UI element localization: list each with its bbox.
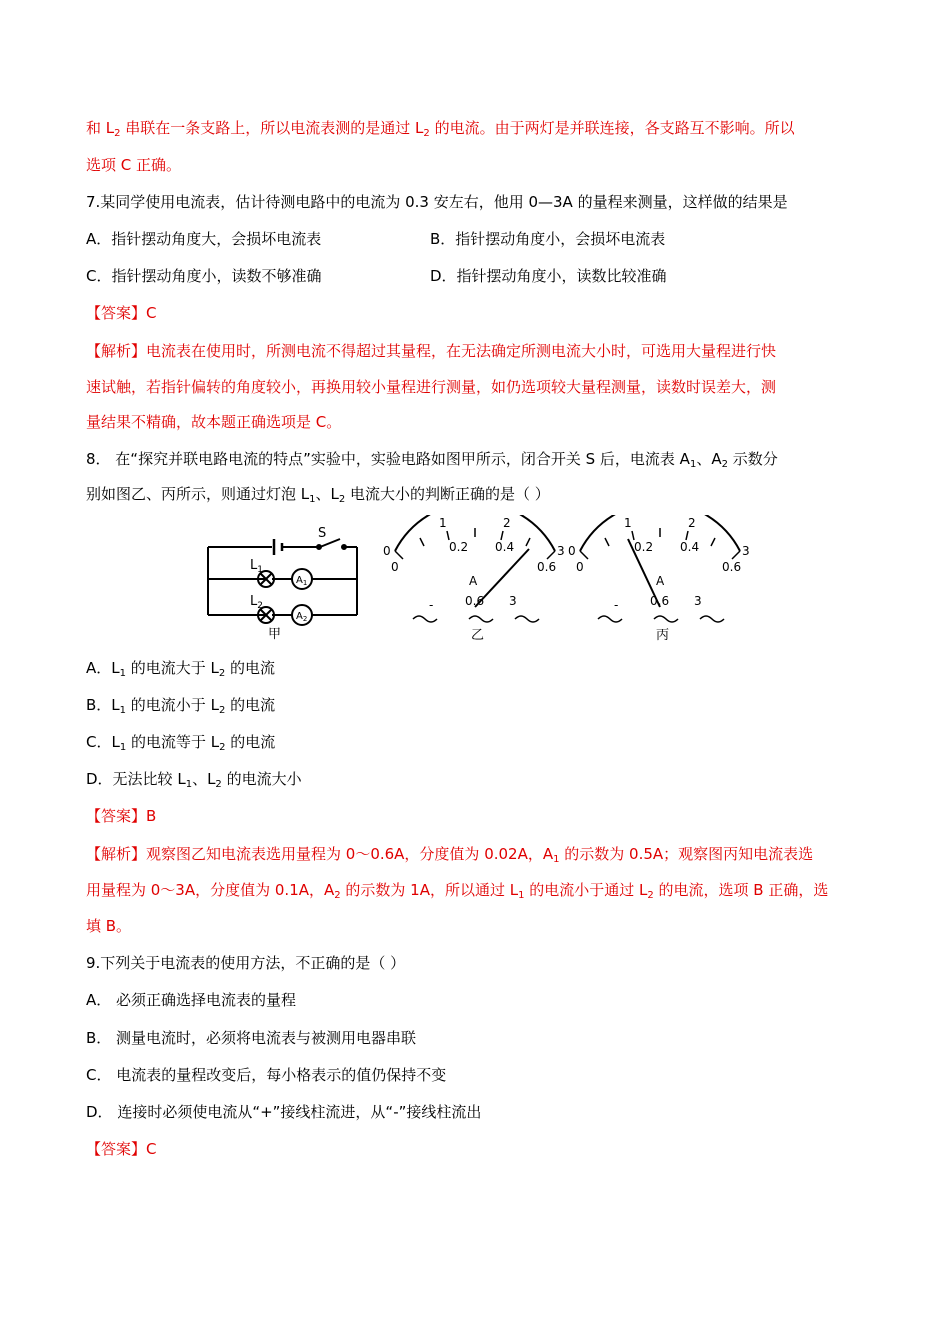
- lamp2-label: $L_2$: [250, 594, 263, 611]
- q7-options-row2: [86, 266, 866, 286]
- q9-option-c: C． 电流表的量程改变后，每小格表示的值仍保持不变: [86, 1066, 447, 1084]
- tick-label: 0.2: [634, 540, 654, 554]
- tick-label: 0.2: [449, 540, 469, 554]
- tick-label: 2: [688, 516, 696, 530]
- terminal-icons: [598, 616, 724, 622]
- q7-options-row1: [86, 229, 866, 249]
- q8-option-c: C．$L_1$ 的电流等于 $L_2$ 的电流: [86, 733, 276, 753]
- unit-label: A: [656, 574, 665, 588]
- q9-option-d: D． 连接时必须使电流从“+”接线柱流进，从“-”接线柱流出: [86, 1103, 482, 1121]
- tick-label: 3: [742, 544, 750, 558]
- meter-caption: 乙: [471, 628, 485, 643]
- tick-label: 3: [557, 544, 565, 558]
- terminal-label: 0.6: [650, 594, 670, 608]
- unit-label: A: [469, 574, 478, 588]
- lamp1-label: $L_1$: [250, 558, 263, 575]
- q7-answer: 【答案】C: [86, 304, 157, 322]
- tick-label: 0.6: [722, 560, 742, 574]
- prev-analysis-line1: 和 $L_2$ 串联在一条支路上，所以电流表测的是通过 $L_2$ 的电流。由于两灯是并联连接，各支路互不影响。所以: [86, 119, 795, 139]
- q7-option-b: B．指针摆动角度小，会损坏电流表: [430, 230, 666, 248]
- tick-label: 0: [383, 544, 391, 558]
- tick-label: 1: [439, 516, 447, 530]
- tick-label: 0: [391, 560, 399, 574]
- q7-stem: 7.某同学使用电流表，估计待测电路中的电流为 0.3 安左右，他用 0—3A 的量程来测量，这样做的结果是: [86, 193, 788, 211]
- terminal-label: -: [614, 598, 619, 612]
- meter1-label: $A_1$: [296, 575, 308, 587]
- q8-stem-line2: 别如图乙、丙所示，则通过灯泡 $L_1$、$L_2$ 电流大小的判断正确的是（ ）: [86, 485, 550, 505]
- q9-option-a: A． 必须正确选择电流表的量程: [86, 991, 297, 1009]
- tick-label: 0.6: [537, 560, 557, 574]
- q9-option-b: B． 测量电流时，必须将电流表与被测用电器串联: [86, 1029, 417, 1047]
- q8-stem-line1: 8． 在“探究并联电路电流的特点”实验中，实验电路如图甲所示，闭合开关 S 后，电流表 $A_1$、$A_2$ 示数分: [86, 450, 778, 470]
- q8-option-a: A．$L_1$ 的电流大于 $L_2$ 的电流: [86, 659, 276, 679]
- q9-answer: 【答案】C: [86, 1140, 157, 1158]
- terminal-label: -: [429, 598, 434, 612]
- tick-label: 2: [503, 516, 511, 530]
- switch-label: S: [318, 526, 327, 541]
- q8-answer: 【答案】B: [86, 807, 157, 825]
- tick-label: 0.4: [495, 540, 515, 554]
- terminal-icons: [413, 616, 539, 622]
- meter2-label: $A_2$: [296, 611, 308, 623]
- q8-figure: [200, 515, 760, 645]
- q7-option-d: D．指针摆动角度小，读数比较准确: [430, 267, 667, 285]
- q7-option-a: A．指针摆动角度大，会损坏电流表: [86, 230, 322, 248]
- q8-analysis-line3: 填 B。: [86, 917, 132, 935]
- terminal-label: 3: [509, 594, 517, 608]
- q7-option-c: C．指针摆动角度小，读数不够准确: [86, 267, 322, 285]
- tick-label: 0: [576, 560, 584, 574]
- terminal-label: 0.6: [465, 594, 485, 608]
- tick-label: 1: [624, 516, 632, 530]
- q9-stem: 9.下列关于电流表的使用方法，不正确的是（ ）: [86, 954, 406, 972]
- meter-yi: [383, 515, 565, 643]
- meter-caption: 丙: [656, 628, 670, 643]
- q8-analysis-line1: 【解析】观察图乙知电流表选用量程为 0～0.6A，分度值为 0.02A，$A_1$ 的示数为 0.5A；观察图丙知电流表选: [86, 845, 814, 865]
- meter-bing: [568, 515, 750, 643]
- prev-analysis-line2: 选项 C 正确。: [86, 156, 182, 174]
- tick-label: 0: [568, 544, 576, 558]
- q7-analysis-line2: 速试触，若指针偏转的角度较小，再换用较小量程进行测量，如仍选项较大量程测量，读数时误差大，测: [86, 378, 777, 396]
- q8-analysis-line2: 用量程为 0～3A，分度值为 0.1A，$A_2$ 的示数为 1A，所以通过 $L_1$ 的电流小于通过 $L_2$ 的电流，选项 B 正确，选: [86, 881, 829, 901]
- q8-option-b: B．$L_1$ 的电流小于 $L_2$ 的电流: [86, 696, 276, 716]
- tick-label: 0.4: [680, 540, 700, 554]
- circuit-caption: 甲: [268, 627, 282, 642]
- q8-option-d: D．无法比较 $L_1$、$L_2$ 的电流大小: [86, 770, 302, 790]
- q7-analysis-line3: 量结果不精确，故本题正确选项是 C。: [86, 413, 342, 431]
- terminal-label: 3: [694, 594, 702, 608]
- circuit-diagram: [208, 539, 357, 625]
- q7-analysis-line1: 【解析】电流表在使用时，所测电流不得超过其量程，在无法确定所测电流大小时，可选用大量程进行快: [86, 342, 777, 360]
